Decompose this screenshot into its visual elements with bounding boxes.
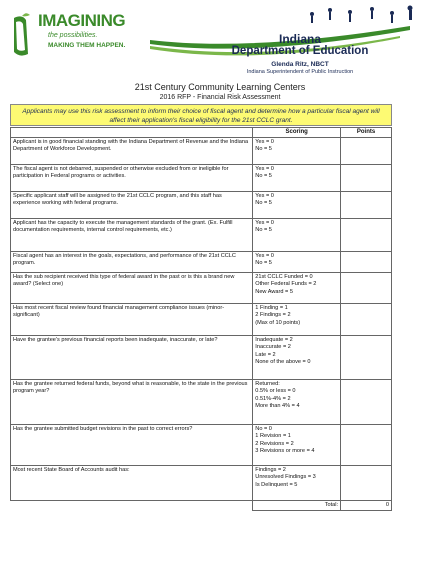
question-cell: Applicant has the capacity to execute the management standards of the grant. (Ex. Fulfill documentation requirements, internal control requirements, etc.) <box>11 219 253 252</box>
logo-subtagline: MAKING THEM HAPPEN. <box>48 42 126 49</box>
scoring-option: No = 5 <box>255 200 272 207</box>
logo-tagline: the possibilities. <box>48 32 98 39</box>
points-input-cell[interactable] <box>341 219 392 252</box>
scoring-option: Yes = 0 <box>255 193 274 200</box>
question-cell: Applicant is in good financial standing with the Indiana Department of Revenue and the Indiana Department of Workforce Development. <box>11 138 253 165</box>
scoring-option: More than 4% = 4 <box>255 402 300 409</box>
superintendent-title: Indiana Superintendent of Public Instruction <box>246 69 354 75</box>
total-value[interactable]: 0 <box>341 501 392 511</box>
document-title: 21st Century Community Learning Centers <box>134 82 306 92</box>
scoring-cell <box>253 219 341 252</box>
table-row <box>11 192 392 219</box>
table-row <box>11 380 392 425</box>
points-input-cell[interactable] <box>341 304 392 336</box>
scoring-cell <box>253 252 341 273</box>
risk-table-body <box>11 138 392 501</box>
scoring-cell <box>253 192 341 219</box>
scoring-option: No = 5 <box>255 227 272 234</box>
table-header-row <box>11 128 392 138</box>
scoring-option: Yes = 0 <box>255 166 274 173</box>
scoring-option: 0.51%-4% = 2 <box>255 395 291 402</box>
header-points: Points <box>341 128 392 138</box>
scoring-option: Yes = 0 <box>255 220 274 227</box>
scoring-option: Unresolved Findings = 3 <box>255 474 316 481</box>
table-row <box>11 273 392 304</box>
scoring-option: 2 Revisions = 2 <box>255 440 294 447</box>
scoring-option: Is Delinquent = 5 <box>255 481 298 488</box>
table-row <box>11 165 392 192</box>
scoring-option: No = 0 <box>255 426 272 433</box>
scoring-option: 0.5% or less = 0 <box>255 388 296 395</box>
scoring-option: 1 Finding = 1 <box>255 305 288 312</box>
table-row <box>11 304 392 336</box>
header-scoring: Scoring <box>253 128 341 138</box>
scoring-option: 2 Findings = 2 <box>255 312 291 319</box>
table-row <box>11 252 392 273</box>
question-cell: Specific applicant staff will be assigned to the 21st CCLC program, and this staff has experience working with federal programs. <box>11 192 253 219</box>
scoring-option: Yes = 0 <box>255 253 274 260</box>
dept-name: Department of Education <box>231 45 369 57</box>
table-row <box>11 219 392 252</box>
scoring-cell <box>253 273 341 304</box>
superintendent-name: Glenda Ritz, NBCT <box>271 61 329 68</box>
question-cell: Has the sub recipient received this type of federal award in the past or is this a brand new award? (Select one) <box>11 273 253 304</box>
document-subtitle: 2016 RFP - Financial Risk Assessment <box>159 94 281 101</box>
scoring-option: 3 Revisions or more = 4 <box>255 447 315 454</box>
scoring-option: Findings = 2 <box>255 467 286 474</box>
scoring-option: Inaccurate = 2 <box>255 344 291 351</box>
instruction-banner: Applicants may use this risk assessment to inform their choice of fiscal agent and determine how a particular fiscal agent will affect their application's fiscal eligibility for the 21st CCLC grant. <box>10 104 392 126</box>
scoring-option: (Max of 10 points) <box>255 319 301 326</box>
scoring-option: 21st CCLC Funded = 0 <box>255 274 313 281</box>
points-input-cell[interactable] <box>341 165 392 192</box>
scoring-option: New Award = 5 <box>255 288 293 295</box>
question-cell: Has the grantee returned federal funds, beyond what is reasonable, to the state in the previous program year? <box>11 380 253 425</box>
page-header <box>0 0 440 80</box>
scoring-cell <box>253 466 341 501</box>
points-input-cell[interactable] <box>341 138 392 165</box>
points-input-cell[interactable] <box>341 466 392 501</box>
risk-assessment-table <box>10 127 392 511</box>
scoring-option: None of the above = 0 <box>255 358 311 365</box>
scoring-cell <box>253 380 341 425</box>
table-row <box>11 138 392 165</box>
points-input-cell[interactable] <box>341 425 392 466</box>
points-input-cell[interactable] <box>341 380 392 425</box>
scoring-option: No = 5 <box>255 146 272 153</box>
scoring-cell <box>253 304 341 336</box>
imagining-logo <box>8 8 148 70</box>
question-cell: Most recent State Board of Accounts audit has: <box>11 466 253 501</box>
total-spacer <box>11 501 253 511</box>
scoring-option: Late = 2 <box>255 351 276 358</box>
question-cell: Has most recent fiscal review found financial management compliance issues (minor-significant) <box>11 304 253 336</box>
points-input-cell[interactable] <box>341 252 392 273</box>
scoring-option: No = 5 <box>255 260 272 267</box>
points-input-cell[interactable] <box>341 273 392 304</box>
question-cell: Have the grantee's previous financial reports been inadequate, inaccurate, or late? <box>11 336 253 380</box>
scoring-cell <box>253 138 341 165</box>
total-label: Total: <box>253 501 341 511</box>
scoring-cell <box>253 165 341 192</box>
scoring-option: Other Federal Funds = 2 <box>255 281 317 288</box>
scoring-option: No = 5 <box>255 173 272 180</box>
table-row <box>11 336 392 380</box>
scoring-option: Returned: <box>255 381 280 388</box>
table-row <box>11 466 392 501</box>
dept-state: Indiana <box>278 32 321 46</box>
scoring-cell <box>253 425 341 466</box>
header-question <box>11 128 253 138</box>
scoring-option: 1 Revision = 1 <box>255 433 291 440</box>
table-row <box>11 425 392 466</box>
question-cell: Has the grantee submitted budget revisions in the past to correct errors? <box>11 425 253 466</box>
department-block <box>200 33 400 75</box>
question-cell: Fiscal agent has an interest in the goals, expectations, and performance of the 21st CCLC program. <box>11 252 253 273</box>
scoring-option: Yes = 0 <box>255 139 274 146</box>
total-row <box>11 501 392 511</box>
points-input-cell[interactable] <box>341 336 392 380</box>
question-cell: The fiscal agent is not debarred, suspended or otherwise excluded from or ineligible for participation in Federal programs or activities. <box>11 165 253 192</box>
scoring-option: Inadequate = 2 <box>255 337 293 344</box>
points-input-cell[interactable] <box>341 192 392 219</box>
logo-wordmark: IMAGINING <box>38 11 126 30</box>
indiana-apple-icon <box>8 12 38 60</box>
scoring-cell <box>253 336 341 380</box>
